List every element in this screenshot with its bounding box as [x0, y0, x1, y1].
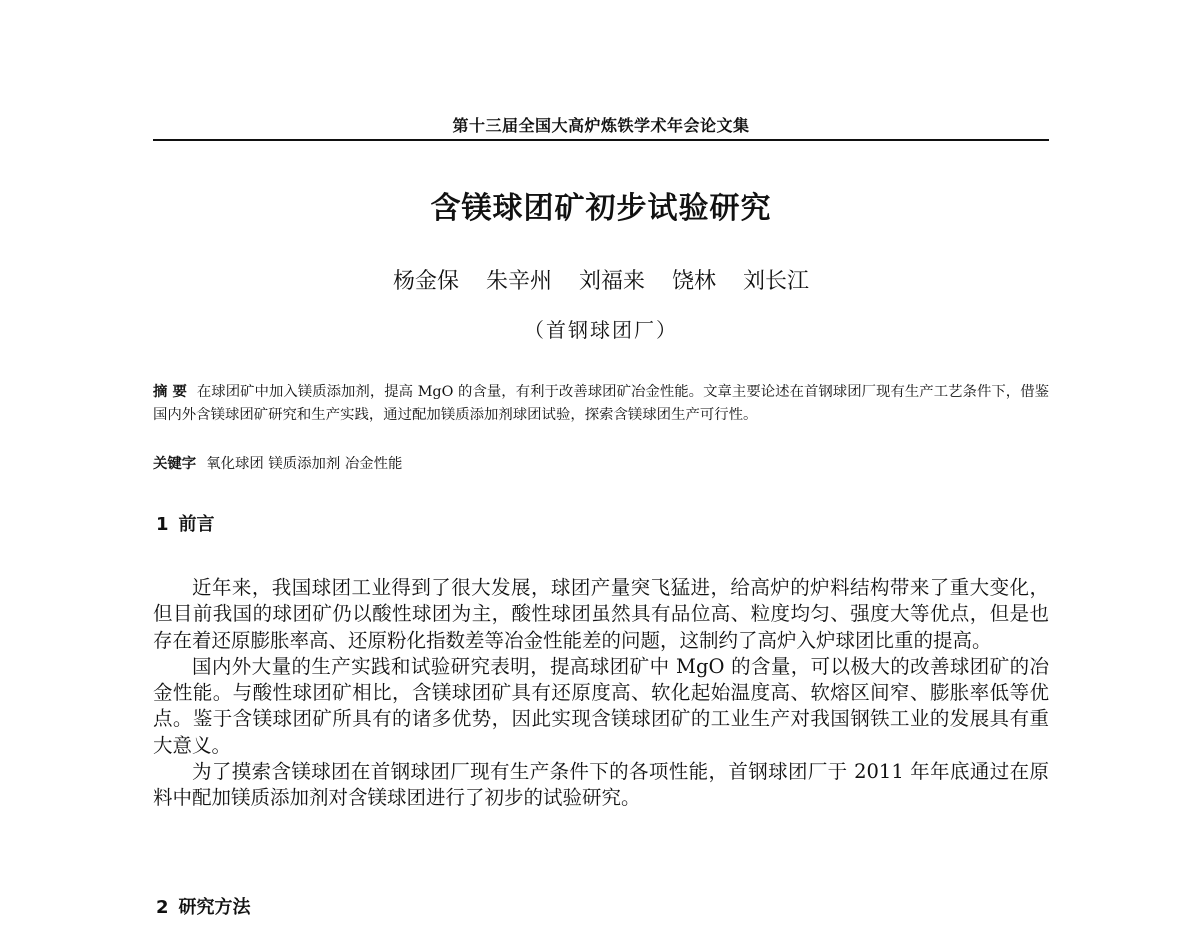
section-heading-introduction	[156, 513, 215, 537]
introduction-body	[153, 575, 1049, 812]
abstract-text: 在球团矿中加入镁质添加剂，提高 MgO 的含量，有利于改善球团矿冶金性能。文章主要论述在首钢球团厂现有生产工艺条件下，借鉴国内外含镁球团矿研究和生产实践，通过配加镁质添加剂球团试验，探索含镁球团生产可行性。	[153, 384, 1049, 423]
abstract	[153, 381, 1049, 427]
section-title: 前言	[178, 514, 215, 535]
section-number: 2	[156, 897, 169, 918]
section-title: 研究方法	[178, 897, 251, 918]
keywords-label: 关键字	[153, 456, 197, 472]
affiliation: （首钢球团厂）	[524, 318, 678, 342]
abstract-label: 摘 要	[153, 384, 187, 400]
section-heading-methods	[156, 896, 251, 920]
keywords-text: 氧化球团 镁质添加剂 冶金性能	[206, 456, 403, 472]
section-number: 1	[156, 514, 169, 535]
paragraph: 近年来，我国球团工业得到了很大发展，球团产量突飞猛进，给高炉的炉料结构带来了重大变化，但目前我国的球团矿仍以酸性球团为主，酸性球团虽然具有品位高、粒度均匀、强度大等优点，但是也存在着还原膨胀率高、还原粉化指数差等冶金性能差的问题，这制约了高炉入炉球团比重的提高。	[153, 576, 1049, 652]
running-header: 第十三届全国大高炉炼铁学术年会论文集	[452, 116, 750, 135]
paper-title: 含镁球团矿初步试验研究	[430, 191, 772, 226]
paragraph: 国内外大量的生产实践和试验研究表明，提高球团矿中 MgO 的含量，可以极大的改善球团矿的冶金性能。与酸性球团矿相比，含镁球团矿具有还原度高、软化起始温度高、软熔区间窄、膨胀率低等优点。鉴于含镁球团矿所具有的诸多优势，因此实现含镁球团矿的工业生产对我国钢铁工业的发展具有重大意义。	[153, 654, 1049, 757]
keywords	[153, 453, 1049, 476]
header-rule	[153, 139, 1049, 141]
author-list: 杨金保 朱辛州 刘福来 饶林 刘长江	[393, 269, 809, 294]
paragraph: 为了摸索含镁球团在首钢球团厂现有生产条件下的各项性能，首钢球团厂于 2011 年年底通过在原料中配加镁质添加剂对含镁球团进行了初步的试验研究。	[153, 760, 1049, 810]
